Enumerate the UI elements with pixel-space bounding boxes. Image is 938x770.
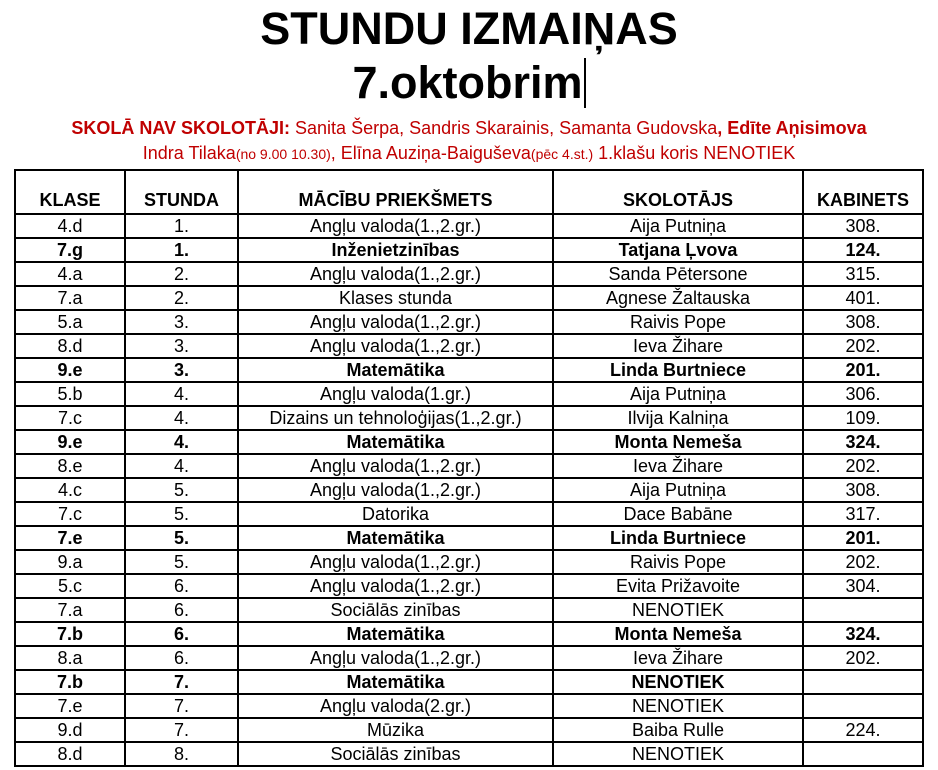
absent-line-1 <box>0 116 938 141</box>
cell-kabinets: 202. <box>803 454 923 478</box>
cell-kabinets: 317. <box>803 502 923 526</box>
cell-kabinets: 308. <box>803 478 923 502</box>
cell-skolotajs: Aija Putniņa <box>553 478 803 502</box>
cell-skolotajs: Linda Burtniece <box>553 358 803 382</box>
cell-kabinets: 202. <box>803 334 923 358</box>
cell-kabinets: 201. <box>803 358 923 382</box>
cell-prieksmets: Datorika <box>238 502 553 526</box>
cell-klase: 7.a <box>15 286 125 310</box>
absent-seg-5: 1.klašu koris NENOTIEK <box>593 143 796 163</box>
document-title <box>0 2 938 110</box>
cell-kabinets: 306. <box>803 382 923 406</box>
cell-kabinets: 315. <box>803 262 923 286</box>
cell-skolotajs: Evita Prižavoite <box>553 574 803 598</box>
cell-kabinets: 308. <box>803 310 923 334</box>
cell-klase: 4.d <box>15 214 125 238</box>
cell-kabinets: 401. <box>803 286 923 310</box>
cell-klase: 5.a <box>15 310 125 334</box>
cell-prieksmets: Matemātika <box>238 622 553 646</box>
cell-kabinets <box>803 670 923 694</box>
table-row <box>15 262 923 286</box>
cell-prieksmets: Angļu valoda(1.,2.gr.) <box>238 574 553 598</box>
table-row <box>15 334 923 358</box>
cell-stunda: 5. <box>125 478 238 502</box>
table-row <box>15 214 923 238</box>
cell-stunda: 6. <box>125 574 238 598</box>
cell-klase: 7.a <box>15 598 125 622</box>
cell-klase: 8.a <box>15 646 125 670</box>
cell-stunda: 5. <box>125 550 238 574</box>
cell-skolotajs: Linda Burtniece <box>553 526 803 550</box>
cell-stunda: 1. <box>125 238 238 262</box>
table-head <box>15 170 923 214</box>
table-row <box>15 238 923 262</box>
cell-skolotajs: Baiba Rulle <box>553 718 803 742</box>
table-row <box>15 454 923 478</box>
cell-kabinets: 304. <box>803 574 923 598</box>
cell-prieksmets: Sociālās zinības <box>238 598 553 622</box>
cell-klase: 7.g <box>15 238 125 262</box>
cell-skolotajs: Raivis Pope <box>553 310 803 334</box>
cell-skolotajs: Aija Putniņa <box>553 382 803 406</box>
table-header-row <box>15 170 923 214</box>
cell-stunda: 7. <box>125 670 238 694</box>
table-row <box>15 502 923 526</box>
cell-prieksmets: Matemātika <box>238 358 553 382</box>
cell-skolotajs: Sanda Pētersone <box>553 262 803 286</box>
cell-skolotajs: Tatjana Ļvova <box>553 238 803 262</box>
table-row <box>15 478 923 502</box>
cell-klase: 9.d <box>15 718 125 742</box>
table-row <box>15 646 923 670</box>
table-row <box>15 406 923 430</box>
cell-stunda: 4. <box>125 406 238 430</box>
table-row <box>15 598 923 622</box>
cell-prieksmets: Matemātika <box>238 526 553 550</box>
cell-skolotajs: Ieva Žihare <box>553 334 803 358</box>
cell-stunda: 4. <box>125 382 238 406</box>
cell-skolotajs: NENOTIEK <box>553 742 803 766</box>
cell-kabinets: 109. <box>803 406 923 430</box>
cell-stunda: 5. <box>125 502 238 526</box>
table-row <box>15 670 923 694</box>
title-line-1: STUNDU IZMAIŅAS <box>260 3 678 54</box>
cell-stunda: 3. <box>125 334 238 358</box>
cell-stunda: 2. <box>125 262 238 286</box>
header-skolotajs: SKOLOTĀJS <box>553 170 803 214</box>
cell-skolotajs: Dace Babāne <box>553 502 803 526</box>
lesson-changes-table <box>14 169 924 767</box>
cell-skolotajs: NENOTIEK <box>553 670 803 694</box>
cell-stunda: 7. <box>125 694 238 718</box>
cell-klase: 7.c <box>15 406 125 430</box>
cell-klase: 9.e <box>15 358 125 382</box>
cell-skolotajs: Monta Nemeša <box>553 430 803 454</box>
table-body <box>15 214 923 766</box>
absent-seg-2: , <box>330 143 341 163</box>
cell-klase: 5.b <box>15 382 125 406</box>
table-row <box>15 310 923 334</box>
cell-klase: 7.e <box>15 694 125 718</box>
table-row <box>15 526 923 550</box>
cell-stunda: 6. <box>125 598 238 622</box>
absent-teachers-notice <box>0 116 938 167</box>
cell-kabinets: 324. <box>803 430 923 454</box>
absent-names-regular: Sanita Šerpa, Sandris Skarainis, Samanta Gudovska <box>290 118 718 138</box>
cell-prieksmets: Angļu valoda(1.,2.gr.) <box>238 214 553 238</box>
cell-kabinets <box>803 694 923 718</box>
cell-skolotajs: NENOTIEK <box>553 694 803 718</box>
cell-klase: 9.e <box>15 430 125 454</box>
cell-kabinets: 202. <box>803 646 923 670</box>
cell-kabinets: 308. <box>803 214 923 238</box>
cell-kabinets: 124. <box>803 238 923 262</box>
cell-stunda: 4. <box>125 430 238 454</box>
cell-klase: 8.d <box>15 334 125 358</box>
cell-prieksmets: Angļu valoda(1.,2.gr.) <box>238 334 553 358</box>
header-stunda: STUNDA <box>125 170 238 214</box>
cell-prieksmets: Angļu valoda(1.,2.gr.) <box>238 454 553 478</box>
cell-kabinets: 201. <box>803 526 923 550</box>
table-row <box>15 550 923 574</box>
cell-skolotajs: NENOTIEK <box>553 598 803 622</box>
absent-seg-1: (no 9.00 10.30) <box>235 146 331 162</box>
cell-stunda: 3. <box>125 358 238 382</box>
table-row <box>15 742 923 766</box>
cell-prieksmets: Dizains un tehnoloģijas(1.,2.gr.) <box>238 406 553 430</box>
cell-skolotajs: Ieva Žihare <box>553 454 803 478</box>
cell-skolotajs: Agnese Žaltauska <box>553 286 803 310</box>
absent-names-bold: , Edīte Aņisimova <box>717 118 867 138</box>
cell-prieksmets: Matemātika <box>238 430 553 454</box>
cell-stunda: 1. <box>125 214 238 238</box>
cell-skolotajs: Aija Putniņa <box>553 214 803 238</box>
cell-stunda: 6. <box>125 622 238 646</box>
cell-kabinets <box>803 742 923 766</box>
cell-kabinets: 224. <box>803 718 923 742</box>
cell-kabinets: 324. <box>803 622 923 646</box>
cell-prieksmets: Mūzika <box>238 718 553 742</box>
table-row <box>15 574 923 598</box>
cell-prieksmets: Angļu valoda(1.,2.gr.) <box>238 550 553 574</box>
header-klase: KLASE <box>15 170 125 214</box>
cell-stunda: 5. <box>125 526 238 550</box>
cell-stunda: 4. <box>125 454 238 478</box>
cell-klase: 7.b <box>15 670 125 694</box>
cell-klase: 7.c <box>15 502 125 526</box>
title-line-2-text: 7.oktobrim <box>352 57 583 108</box>
header-prieksmets: MĀCĪBU PRIEKŠMETS <box>238 170 553 214</box>
cell-prieksmets: Sociālās zinības <box>238 742 553 766</box>
cell-prieksmets: Angļu valoda(1.,2.gr.) <box>238 646 553 670</box>
text-cursor <box>584 58 586 108</box>
cell-prieksmets: Klases stunda <box>238 286 553 310</box>
cell-klase: 7.e <box>15 526 125 550</box>
absent-seg-3: Elīna Auziņa-Baiguševa <box>340 143 531 163</box>
absent-label: SKOLĀ NAV SKOLOTĀJI: <box>71 118 291 138</box>
absent-seg-4: (pēc 4.st.) <box>530 146 594 162</box>
cell-skolotajs: Ieva Žihare <box>553 646 803 670</box>
table-row <box>15 694 923 718</box>
cell-klase: 4.c <box>15 478 125 502</box>
cell-klase: 8.d <box>15 742 125 766</box>
cell-prieksmets: Angļu valoda(1.,2.gr.) <box>238 310 553 334</box>
table-row <box>15 430 923 454</box>
cell-klase: 8.e <box>15 454 125 478</box>
cell-klase: 9.a <box>15 550 125 574</box>
cell-skolotajs: Monta Nemeša <box>553 622 803 646</box>
cell-stunda: 2. <box>125 286 238 310</box>
cell-kabinets: 202. <box>803 550 923 574</box>
cell-kabinets <box>803 598 923 622</box>
title-line-2 <box>0 56 938 110</box>
cell-stunda: 8. <box>125 742 238 766</box>
cell-stunda: 6. <box>125 646 238 670</box>
table-row <box>15 718 923 742</box>
cell-klase: 5.c <box>15 574 125 598</box>
table-row <box>15 286 923 310</box>
cell-skolotajs: Raivis Pope <box>553 550 803 574</box>
cell-prieksmets: Matemātika <box>238 670 553 694</box>
table-row <box>15 358 923 382</box>
absent-seg-0: Indra Tilaka <box>142 143 236 163</box>
cell-stunda: 7. <box>125 718 238 742</box>
absent-line-2 <box>0 141 938 167</box>
cell-klase: 4.a <box>15 262 125 286</box>
cell-klase: 7.b <box>15 622 125 646</box>
header-kabinets: KABINETS <box>803 170 923 214</box>
cell-prieksmets: Inženietzinības <box>238 238 553 262</box>
cell-prieksmets: Angļu valoda(1.,2.gr.) <box>238 478 553 502</box>
table-row <box>15 382 923 406</box>
cell-skolotajs: Ilvija Kalniņa <box>553 406 803 430</box>
cell-prieksmets: Angļu valoda(2.gr.) <box>238 694 553 718</box>
cell-stunda: 3. <box>125 310 238 334</box>
cell-prieksmets: Angļu valoda(1.,2.gr.) <box>238 262 553 286</box>
cell-prieksmets: Angļu valoda(1.gr.) <box>238 382 553 406</box>
table-row <box>15 622 923 646</box>
